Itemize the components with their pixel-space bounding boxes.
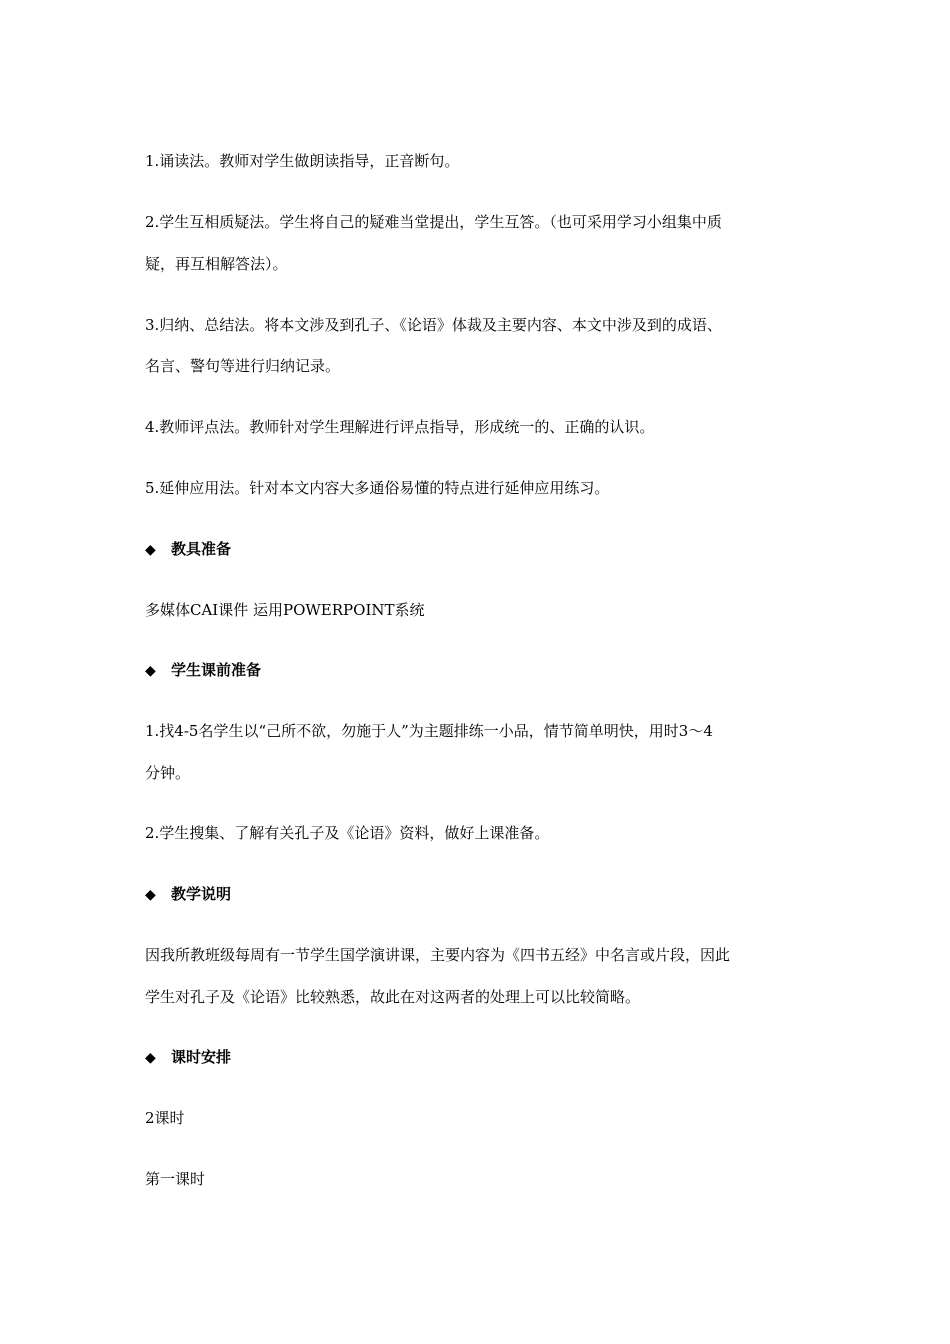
method-2-line-2: 疑，再互相解答法）。	[145, 255, 288, 273]
section-heading-tools	[145, 534, 810, 565]
heading-text: 教学说明	[171, 885, 232, 903]
method-3-line-2: 名言、警句等进行归纳记录。	[145, 357, 341, 375]
diamond-bullet-icon: ◆	[145, 1050, 156, 1066]
section-heading-explain	[145, 879, 810, 910]
explain-line-1: 因我所教班级每周有一节学生国学演讲课，主要内容为《四书五经》中名言或片段，因此	[145, 946, 731, 964]
tools-text: 多媒体CAI课件 运用POWERPOINT系统	[145, 601, 425, 619]
diamond-bullet-icon: ◆	[145, 542, 156, 558]
method-5: 5.延伸应用法。针对本文内容大多通俗易懂的特点进行延伸应用练习。	[145, 479, 610, 497]
explain-line-2: 学生对孔子及《论语》比较熟悉，故此在对这两者的处理上可以比较简略。	[145, 988, 641, 1006]
method-1: 1.诵读法。教师对学生做朗读指导，正音断句。	[145, 152, 460, 170]
method-2-line-1: 2.学生互相质疑法。学生将自己的疑难当堂提出，学生互答。（也可采用学习小组集中质	[145, 213, 722, 231]
method-4: 4.教师评点法。教师针对学生理解进行评点指导，形成统一的、正确的认识。	[145, 418, 655, 436]
diamond-bullet-icon: ◆	[145, 887, 156, 903]
diamond-bullet-icon: ◆	[145, 663, 156, 679]
section-heading-prep	[145, 655, 810, 686]
method-3-line-1: 3.归纳、总结法。将本文涉及到孔子、《论语》体裁及主要内容、本文中涉及到的成语、	[145, 316, 722, 334]
prep-1-line-1: 1.找4-5名学生以“己所不欲，勿施于人”为主题排练一小品，情节简单明快，用时3～4	[145, 722, 713, 740]
heading-text: 教具准备	[171, 540, 232, 558]
heading-text: 学生课前准备	[171, 661, 262, 679]
section-heading-schedule	[145, 1042, 810, 1073]
heading-text: 课时安排	[171, 1048, 232, 1066]
schedule-first-lesson: 第一课时	[145, 1170, 206, 1188]
schedule-hours: 2课时	[145, 1109, 185, 1127]
prep-1-line-2: 分钟。	[145, 764, 191, 782]
prep-2: 2.学生搜集、了解有关孔子及《论语》资料，做好上课准备。	[145, 824, 550, 842]
